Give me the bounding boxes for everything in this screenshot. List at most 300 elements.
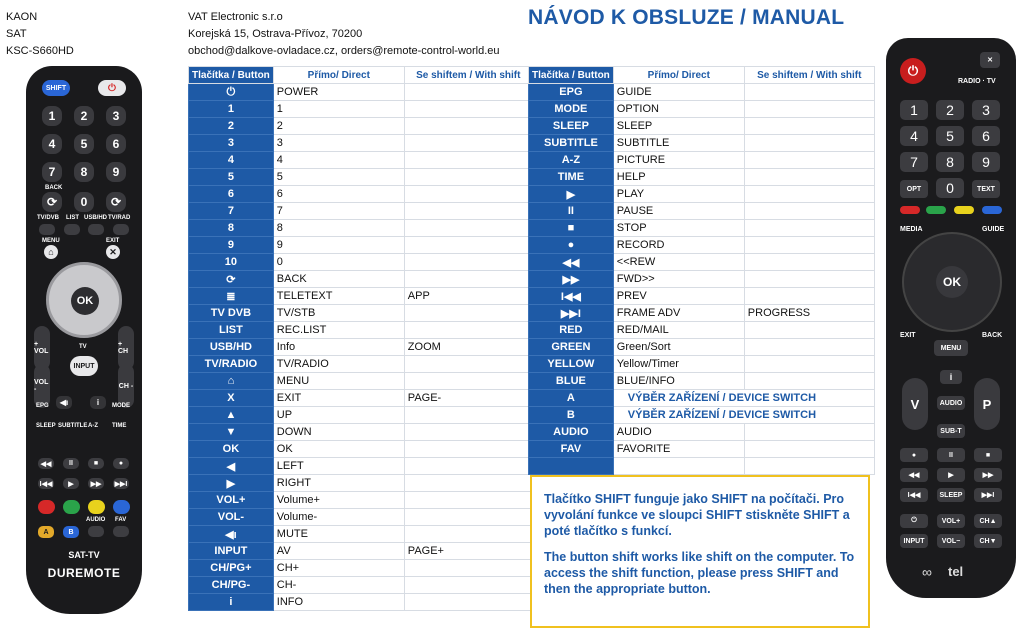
back-label: BACK <box>45 185 63 191</box>
direct-cell: 5 <box>273 169 404 186</box>
button-cell: ⟳ <box>189 271 274 288</box>
shift-cell <box>744 101 874 118</box>
ch-down-button-right: CH▼ <box>974 534 1002 548</box>
direct-cell: MUTE <box>273 526 404 543</box>
button-cell: ◀ <box>189 458 274 475</box>
table-row <box>529 339 875 356</box>
forward-icon: ▶▶ <box>88 478 104 489</box>
button-cell: SLEEP <box>529 118 614 135</box>
direct-cell: RECORD <box>613 237 744 254</box>
home-icon: ⌂ <box>44 245 58 259</box>
yellow-button <box>88 500 105 514</box>
direct-cell: CH+ <box>273 560 404 577</box>
direct-cell: OK <box>273 441 404 458</box>
text-button: TEXT <box>972 180 1000 198</box>
button-cell: LIST <box>189 322 274 339</box>
direct-cell: 0 <box>273 254 404 271</box>
button-cell: A-Z <box>529 152 614 169</box>
shift-cell <box>744 152 874 169</box>
dpad <box>46 262 122 338</box>
vol-up-button-right: VOL+ <box>937 514 965 528</box>
shift-cell <box>744 322 874 339</box>
table-row <box>189 407 533 424</box>
table-row <box>189 288 533 305</box>
button-cell: MODE <box>529 101 614 118</box>
button-cell: FAV <box>529 441 614 458</box>
ok-button: OK <box>71 287 99 315</box>
button-cell: 4 <box>189 152 274 169</box>
table-row <box>529 118 875 135</box>
note-english: The button shift works like shift on the computer. To access the shift function, please press SHIFT and then the appropriate button. <box>544 550 855 596</box>
shift-cell <box>404 118 532 135</box>
button-cell: i <box>189 594 274 611</box>
shift-cell <box>404 356 532 373</box>
button-cell: YELLOW <box>529 356 614 373</box>
direct-cell: <<REW <box>613 254 744 271</box>
rnum-3: 3 <box>972 100 1000 120</box>
green-button-right <box>926 206 946 214</box>
shift-cell <box>404 271 532 288</box>
button-cell: ◀ı <box>189 526 274 543</box>
button-cell: ● <box>529 237 614 254</box>
prev-icon-right: I◀◀ <box>900 488 928 502</box>
table-row <box>529 169 875 186</box>
table-row <box>529 288 875 305</box>
menu-button-right: MENU <box>934 340 968 356</box>
button-table-right <box>528 66 875 475</box>
button-cell: ▶ <box>189 475 274 492</box>
a-button: A <box>38 526 54 538</box>
company-address: Korejská 15, Ostrava-Přívoz, 70200 <box>188 28 363 40</box>
button-cell: 5 <box>189 169 274 186</box>
power-icon-right: ⏻ <box>900 58 926 84</box>
vol-down-button-right: VOL− <box>937 534 965 548</box>
shift-cell <box>744 220 874 237</box>
direct-cell: PREV <box>613 288 744 305</box>
guide-label: GUIDE <box>982 226 1005 233</box>
direct-cell: EXIT <box>273 390 404 407</box>
shift-cell: PROGRESS <box>744 305 874 322</box>
direct-cell: 2 <box>273 118 404 135</box>
table-row <box>189 186 533 203</box>
opt-button: OPT <box>900 180 928 198</box>
red-button-right <box>900 206 920 214</box>
direct-cell: TELETEXT <box>273 288 404 305</box>
subt-button-right: SUB-T <box>937 424 965 438</box>
play-icon: ▶ <box>63 478 79 489</box>
table-row <box>189 305 533 322</box>
num-0: 0 <box>74 192 94 212</box>
button-cell: I◀◀ <box>529 288 614 305</box>
shift-cell <box>404 84 532 101</box>
table-row <box>529 237 875 254</box>
button-cell: 8 <box>189 220 274 237</box>
num-9: 9 <box>106 162 126 182</box>
direct-cell: GUIDE <box>613 84 744 101</box>
play-icon-right: ▶ <box>937 468 965 482</box>
tvradio-label: TV/RAD <box>108 215 131 221</box>
type-text: SAT <box>6 28 27 40</box>
direct-cell: Yellow/Timer <box>613 356 744 373</box>
rewind-icon: ◀◀ <box>38 458 54 469</box>
company-name: VAT Electronic s.r.o <box>188 11 283 23</box>
shift-button: SHIFT <box>42 80 70 96</box>
button-cell: TIME <box>529 169 614 186</box>
shift-cell <box>404 254 532 271</box>
direct-cell: OPTION <box>613 101 744 118</box>
tel-logo: tel <box>948 564 964 579</box>
direct-cell: CH- <box>273 577 404 594</box>
vol-up-rocker: + VOL <box>34 326 50 370</box>
button-cell: A <box>529 390 614 407</box>
table-row <box>529 458 875 475</box>
tv-label: TV <box>79 344 87 350</box>
pause-icon-right: II <box>937 448 965 462</box>
button-cell: VOL+ <box>189 492 274 509</box>
direct-cell: 8 <box>273 220 404 237</box>
shift-cell <box>404 305 532 322</box>
table-row <box>189 271 533 288</box>
button-cell: 1 <box>189 101 274 118</box>
button-cell: 10 <box>189 254 274 271</box>
num-8: 8 <box>74 162 94 182</box>
button-cell: 3 <box>189 135 274 152</box>
shift-cell <box>404 237 532 254</box>
table-row <box>189 373 533 390</box>
blue-button <box>113 500 130 514</box>
button-cell: ■ <box>529 220 614 237</box>
shift-cell <box>744 84 874 101</box>
button-cell: ▶▶ <box>529 271 614 288</box>
table-row <box>189 475 533 492</box>
table-row <box>189 118 533 135</box>
device-switch-cell: VÝBĚR ZAŘÍZENÍ / DEVICE SWITCH <box>613 407 874 424</box>
ch-down-rocker: CH - <box>118 364 134 408</box>
button-cell: BLUE <box>529 373 614 390</box>
audio-label: AUDIO <box>86 517 106 523</box>
button-cell: 9 <box>189 237 274 254</box>
table-row <box>189 220 533 237</box>
button-cell: TV DVB <box>189 305 274 322</box>
shift-cell: PAGE- <box>404 390 532 407</box>
direct-cell: PAUSE <box>613 203 744 220</box>
shift-cell <box>744 186 874 203</box>
table-row <box>189 322 533 339</box>
direct-cell: RIGHT <box>273 475 404 492</box>
dpad-right <box>902 232 1002 332</box>
tvdvb-label: TV/DVB <box>37 215 60 221</box>
radio-tv-label: RADIO · TV <box>958 78 996 85</box>
rnum-5: 5 <box>936 126 964 146</box>
epg-label: EPG <box>36 403 49 409</box>
shift-cell: ZOOM <box>404 339 532 356</box>
header-shift: Se shiftem / With shift <box>404 67 532 84</box>
shift-cell <box>404 373 532 390</box>
table-row <box>189 492 533 509</box>
shift-cell <box>744 441 874 458</box>
num-2: 2 <box>74 106 94 126</box>
button-cell: ▶▶I <box>529 305 614 322</box>
direct-cell: POWER <box>273 84 404 101</box>
rnum-4: 4 <box>900 126 928 146</box>
company-emails: obchod@dalkove-ovladace.cz, orders@remote-control-world.eu <box>188 45 500 57</box>
button-cell: VOL- <box>189 509 274 526</box>
input-button: INPUT <box>70 356 98 376</box>
direct-cell: 4 <box>273 152 404 169</box>
audio-button <box>88 526 104 537</box>
shift-cell <box>744 118 874 135</box>
remote-image-left <box>26 66 142 614</box>
time-label: TIME <box>112 423 127 429</box>
table-row <box>529 356 875 373</box>
duremote-logo: DUREMOTE <box>47 566 121 580</box>
table-row <box>189 441 533 458</box>
num-7: 7 <box>42 162 62 182</box>
table-row <box>529 84 875 101</box>
header-button: Tlačítka / Button <box>529 67 614 84</box>
brand-text: KAON <box>6 11 38 23</box>
button-cell: 6 <box>189 186 274 203</box>
back-label-right: BACK <box>982 332 1003 339</box>
blue-button-right <box>982 206 1002 214</box>
rnum-8: 8 <box>936 152 964 172</box>
back-icon: ⟳ <box>42 192 62 212</box>
table-row <box>189 84 533 101</box>
shift-cell <box>404 577 532 594</box>
shift-cell <box>404 424 532 441</box>
table-row <box>529 373 875 390</box>
exit-label: EXIT <box>106 238 120 244</box>
remote-info <box>6 9 74 60</box>
shift-cell <box>404 441 532 458</box>
model-text: KSC-S660HD <box>6 45 74 57</box>
button-cell: INPUT <box>189 543 274 560</box>
sleep-label: SLEEP <box>36 423 56 429</box>
button-cell: AUDIO <box>529 424 614 441</box>
table-row <box>529 305 875 322</box>
direct-cell: FWD>> <box>613 271 744 288</box>
mute-icon-right: ✕ <box>980 52 1000 68</box>
direct-cell: Volume+ <box>273 492 404 509</box>
direct-cell: RED/MAIL <box>613 322 744 339</box>
shift-cell <box>404 407 532 424</box>
shift-cell <box>744 237 874 254</box>
recall-icon: ⟳ <box>106 192 126 212</box>
shift-cell <box>404 560 532 577</box>
table-header-row <box>529 67 875 84</box>
ch-up-rocker: + CH <box>118 326 134 370</box>
table-row <box>529 186 875 203</box>
table-row <box>529 203 875 220</box>
table-row <box>529 220 875 237</box>
table-row <box>529 322 875 339</box>
button-cell: CH/PG- <box>189 577 274 594</box>
direct-cell: INFO <box>273 594 404 611</box>
list-button <box>64 224 80 235</box>
direct-cell: UP <box>273 407 404 424</box>
button-cell: ⏻ <box>189 84 274 101</box>
green-button <box>63 500 80 514</box>
direct-cell: Volume- <box>273 509 404 526</box>
shift-cell <box>744 271 874 288</box>
table-row <box>189 526 533 543</box>
rnum-1: 1 <box>900 100 928 120</box>
volume-rocker: V <box>902 378 928 430</box>
shift-cell <box>404 458 532 475</box>
header-shift: Se shiftem / With shift <box>744 67 874 84</box>
table-row <box>189 560 533 577</box>
direct-cell: AV <box>273 543 404 560</box>
direct-cell: 6 <box>273 186 404 203</box>
shift-cell <box>404 152 532 169</box>
ok-button-right: OK <box>936 266 968 298</box>
rnum-2: 2 <box>936 100 964 120</box>
direct-cell: PICTURE <box>613 152 744 169</box>
direct-cell: LEFT <box>273 458 404 475</box>
button-cell: B <box>529 407 614 424</box>
shift-cell <box>404 594 532 611</box>
button-cell: ▼ <box>189 424 274 441</box>
button-cell: 7 <box>189 203 274 220</box>
shift-cell: PAGE+ <box>404 543 532 560</box>
shift-cell <box>404 169 532 186</box>
shift-cell <box>404 509 532 526</box>
direct-cell: FAVORITE <box>613 441 744 458</box>
button-cell: CH/PG+ <box>189 560 274 577</box>
shift-cell <box>404 526 532 543</box>
table-row <box>529 254 875 271</box>
table-row <box>189 390 533 407</box>
pause-icon: II <box>63 458 79 469</box>
rnum-0: 0 <box>936 178 964 198</box>
record-icon-right: ● <box>900 448 928 462</box>
shift-cell <box>744 339 874 356</box>
forward-icon-right: ▶▶ <box>974 468 1002 482</box>
sat-tv-label: SAT-TV <box>68 550 100 560</box>
close-icon: ✕ <box>106 245 120 259</box>
button-cell: ◀◀ <box>529 254 614 271</box>
tel-logo-icon: ∞ <box>922 564 932 580</box>
table-row <box>189 594 533 611</box>
button-cell: SUBTITLE <box>529 135 614 152</box>
button-cell: EPG <box>529 84 614 101</box>
direct-cell: SUBTITLE <box>613 135 744 152</box>
list-label: LIST <box>66 215 79 221</box>
table-row <box>189 237 533 254</box>
table-row <box>189 458 533 475</box>
direct-cell: MENU <box>273 373 404 390</box>
rnum-9: 9 <box>972 152 1000 172</box>
button-cell: ▲ <box>189 407 274 424</box>
tvradio-button <box>113 224 129 235</box>
header-direct: Přímo/ Direct <box>273 67 404 84</box>
vol-down-rocker: VOL - <box>34 364 50 408</box>
header-direct: Přímo/ Direct <box>613 67 744 84</box>
button-cell: TV/RADIO <box>189 356 274 373</box>
company-info <box>188 9 500 60</box>
shift-cell <box>404 203 532 220</box>
table-row <box>529 271 875 288</box>
direct-cell: STOP <box>613 220 744 237</box>
shift-cell <box>744 169 874 186</box>
usbhd-label: USB/HD <box>84 215 108 221</box>
direct-cell: REC.LIST <box>273 322 404 339</box>
table-row <box>529 152 875 169</box>
stop-icon-right: ■ <box>974 448 1002 462</box>
b-button: B <box>63 526 79 538</box>
power-small-icon: ⏻ <box>900 514 928 528</box>
shift-cell: APP <box>404 288 532 305</box>
yellow-button-right <box>954 206 974 214</box>
direct-cell: BACK <box>273 271 404 288</box>
header-button: Tlačítka / Button <box>189 67 274 84</box>
note-czech: Tlačítko SHIFT funguje jako SHIFT na počítači. Pro vyvolání funkce ve sloupci SHIFT stiskněte SHIFT a poté tlačítko s funkcí. <box>544 492 850 538</box>
table-row <box>529 101 875 118</box>
shift-cell <box>744 254 874 271</box>
sleep-button-right: SLEEP <box>937 488 965 502</box>
table-row <box>189 543 533 560</box>
table-row <box>529 441 875 458</box>
az-label: A-Z <box>88 423 98 429</box>
shift-cell <box>744 203 874 220</box>
table-row <box>529 424 875 441</box>
rnum-7: 7 <box>900 152 928 172</box>
direct-cell: 7 <box>273 203 404 220</box>
table-row <box>189 101 533 118</box>
ch-up-button-right: CH▲ <box>974 514 1002 528</box>
shift-cell <box>404 220 532 237</box>
table-header-row <box>189 67 533 84</box>
num-5: 5 <box>74 134 94 154</box>
shift-cell <box>744 288 874 305</box>
device-switch-cell: VÝBĚR ZAŘÍZENÍ / DEVICE SWITCH <box>613 390 874 407</box>
shift-cell <box>744 458 874 475</box>
shift-cell <box>404 101 532 118</box>
direct-cell: BLUE/INFO <box>613 373 744 390</box>
next-icon-right: ▶▶I <box>974 488 1002 502</box>
direct-cell: TV/RADIO <box>273 356 404 373</box>
table-row <box>189 152 533 169</box>
button-table-left <box>188 66 533 611</box>
button-cell: USB/HD <box>189 339 274 356</box>
direct-cell: Green/Sort <box>613 339 744 356</box>
direct-cell: 1 <box>273 101 404 118</box>
info-icon: i <box>90 396 106 409</box>
shift-cell <box>404 492 532 509</box>
direct-cell: DOWN <box>273 424 404 441</box>
shift-cell <box>744 135 874 152</box>
button-cell: 2 <box>189 118 274 135</box>
table-row <box>189 509 533 526</box>
table-row <box>189 424 533 441</box>
direct-cell: AUDIO <box>613 424 744 441</box>
num-4: 4 <box>42 134 62 154</box>
table-row <box>189 203 533 220</box>
shift-cell <box>404 475 532 492</box>
table-row <box>189 254 533 271</box>
exit-label-right: EXIT <box>900 332 916 339</box>
rewind-icon-right: ◀◀ <box>900 468 928 482</box>
audio-button-right: AUDIO <box>937 396 965 410</box>
shift-note-box <box>530 475 870 628</box>
fav-button <box>113 526 129 537</box>
table-row <box>189 339 533 356</box>
table-row <box>189 577 533 594</box>
num-3: 3 <box>106 106 126 126</box>
remote-image-right <box>886 38 1016 598</box>
num-1: 1 <box>42 106 62 126</box>
subtitle-label: SUBTITLE <box>58 423 88 429</box>
